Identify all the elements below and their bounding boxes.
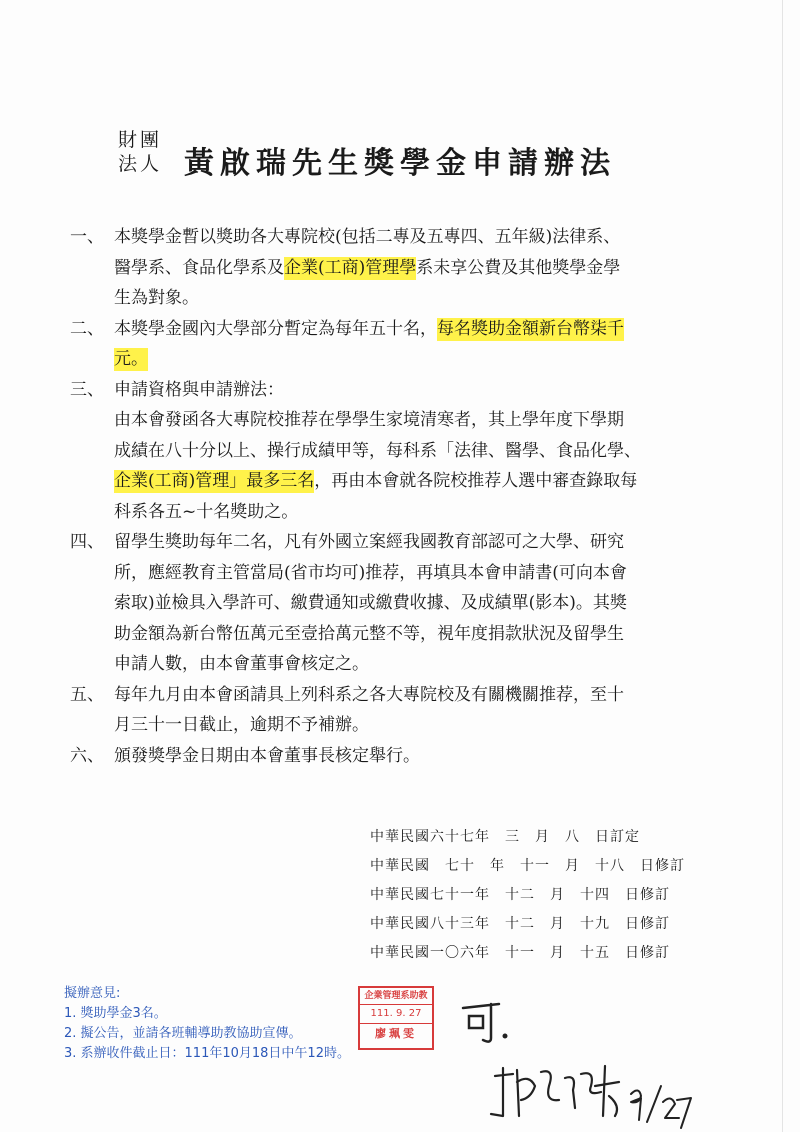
signature-date	[631, 1086, 691, 1128]
regulation-body	[70, 222, 670, 771]
title-main: 黃啟瑞先生獎學金申請辦法	[184, 146, 616, 181]
section-line	[114, 344, 670, 375]
section-line: 索取)並檢具入學許可、繳費通知或繳費收據、及成績單(影本)。其獎	[114, 593, 627, 613]
section-text: 本獎學金國內大學部分暫定為每年五十名，	[114, 318, 437, 339]
section-line	[114, 314, 670, 345]
notes-title: 擬辦意見:	[64, 986, 121, 1001]
notes-item: 2. 擬公告，並請各班輔導助教協助宣傳。	[64, 1026, 302, 1041]
section-line: 每年九月由本會函請具上列科系之各大專院校及有關機關推荐，至十	[114, 684, 624, 705]
section-line: 生為對象。	[114, 288, 199, 308]
handwritten-signature	[455, 990, 695, 1130]
section-text: 系未享公費及其他獎學金學	[416, 257, 621, 278]
title-prefix	[118, 128, 178, 176]
section-text: ，再由本會就各院校推荐人選中審查錄取每	[314, 471, 638, 491]
section-4	[70, 527, 670, 680]
revision-date: 中華民國一〇六年 十一 月 十五 日修訂	[370, 945, 670, 961]
section-line: 本獎學金暫以獎助各大專院校(包括二專及五專四、五年級)法律系、	[114, 227, 621, 247]
section-line: 頒發獎學金日期由本會董事長核定舉行。	[114, 745, 420, 766]
revision-date: 中華民國 七十 年 十一 月 十八 日修訂	[370, 858, 685, 874]
revision-date: 中華民國六十七年 三 月 八 日訂定	[370, 829, 640, 845]
highlighted-text: 企業(工商)管理學	[284, 257, 417, 278]
section-line: 申請資格與申請辦法：	[114, 379, 284, 400]
revision-dates	[370, 823, 685, 968]
section-line: 由本會發函各大專院校推荐在學學生家境清寒者，其上學年度下學期	[114, 410, 624, 430]
section-text: 醫學系、食品化學系及	[114, 257, 284, 278]
revision-date: 中華民國八十三年 十二 月 十九 日修訂	[370, 916, 670, 932]
section-number: 五、	[70, 684, 104, 705]
section-number: 二、	[70, 318, 104, 339]
highlighted-text: 企業(工商)管理」最多三名	[114, 471, 315, 491]
stamp-dept: 企業管理系助教	[360, 988, 432, 1005]
notes-item: 3. 系辦收件截止日：111年10月18日中午12時。	[64, 1046, 350, 1061]
section-line	[114, 466, 670, 497]
section-line: 月三十一日截止，逾期不予補辦。	[114, 715, 369, 735]
highlighted-text: 元。	[114, 349, 148, 369]
section-2	[70, 314, 670, 375]
section-6	[70, 741, 670, 772]
section-number: 一、	[70, 227, 104, 247]
section-line: 申請人數，由本會董事會核定之。	[114, 654, 369, 674]
section-number: 三、	[70, 379, 104, 400]
approval-mark	[463, 1004, 499, 1042]
highlighted-text: 每名獎助金額新台幣柒千	[437, 318, 624, 339]
title-prefix-line1: 財團	[118, 129, 163, 151]
section-number: 六、	[70, 745, 104, 766]
title-prefix-line2: 法人	[118, 153, 163, 175]
scan-edge-line	[782, 0, 783, 1132]
approval-stamp	[358, 986, 434, 1050]
notes-item: 1. 獎助學金3名。	[64, 1006, 167, 1021]
section-line	[114, 253, 670, 284]
section-3	[70, 375, 670, 528]
stamp-name: 廖珮雯	[375, 1027, 417, 1040]
section-line: 成績在八十分以上、操行成績甲等，每科系「法律、醫學、食品化學、	[114, 440, 641, 461]
section-line: 留學生獎助每年二名，凡有外國立案經我國教育部認可之大學、研究	[114, 532, 624, 552]
section-line: 助金額為新台幣伍萬元至壹拾萬元整不等，視年度捐款狀況及留學生	[114, 623, 624, 644]
section-5	[70, 680, 670, 741]
section-line: 所，應經教育主管當局(省市均可)推荐，再填具本會申請書(可向本會	[114, 562, 627, 583]
approval-dot	[503, 1034, 508, 1039]
section-line: 科系各五~十名獎助之。	[114, 501, 299, 522]
section-number: 四、	[70, 532, 104, 552]
signature-stroke	[491, 1066, 619, 1116]
revision-date: 中華民國七十一年 十二 月 十四 日修訂	[370, 887, 670, 903]
stamp-date: 111. 9. 27	[360, 1005, 432, 1024]
section-1	[70, 222, 670, 314]
